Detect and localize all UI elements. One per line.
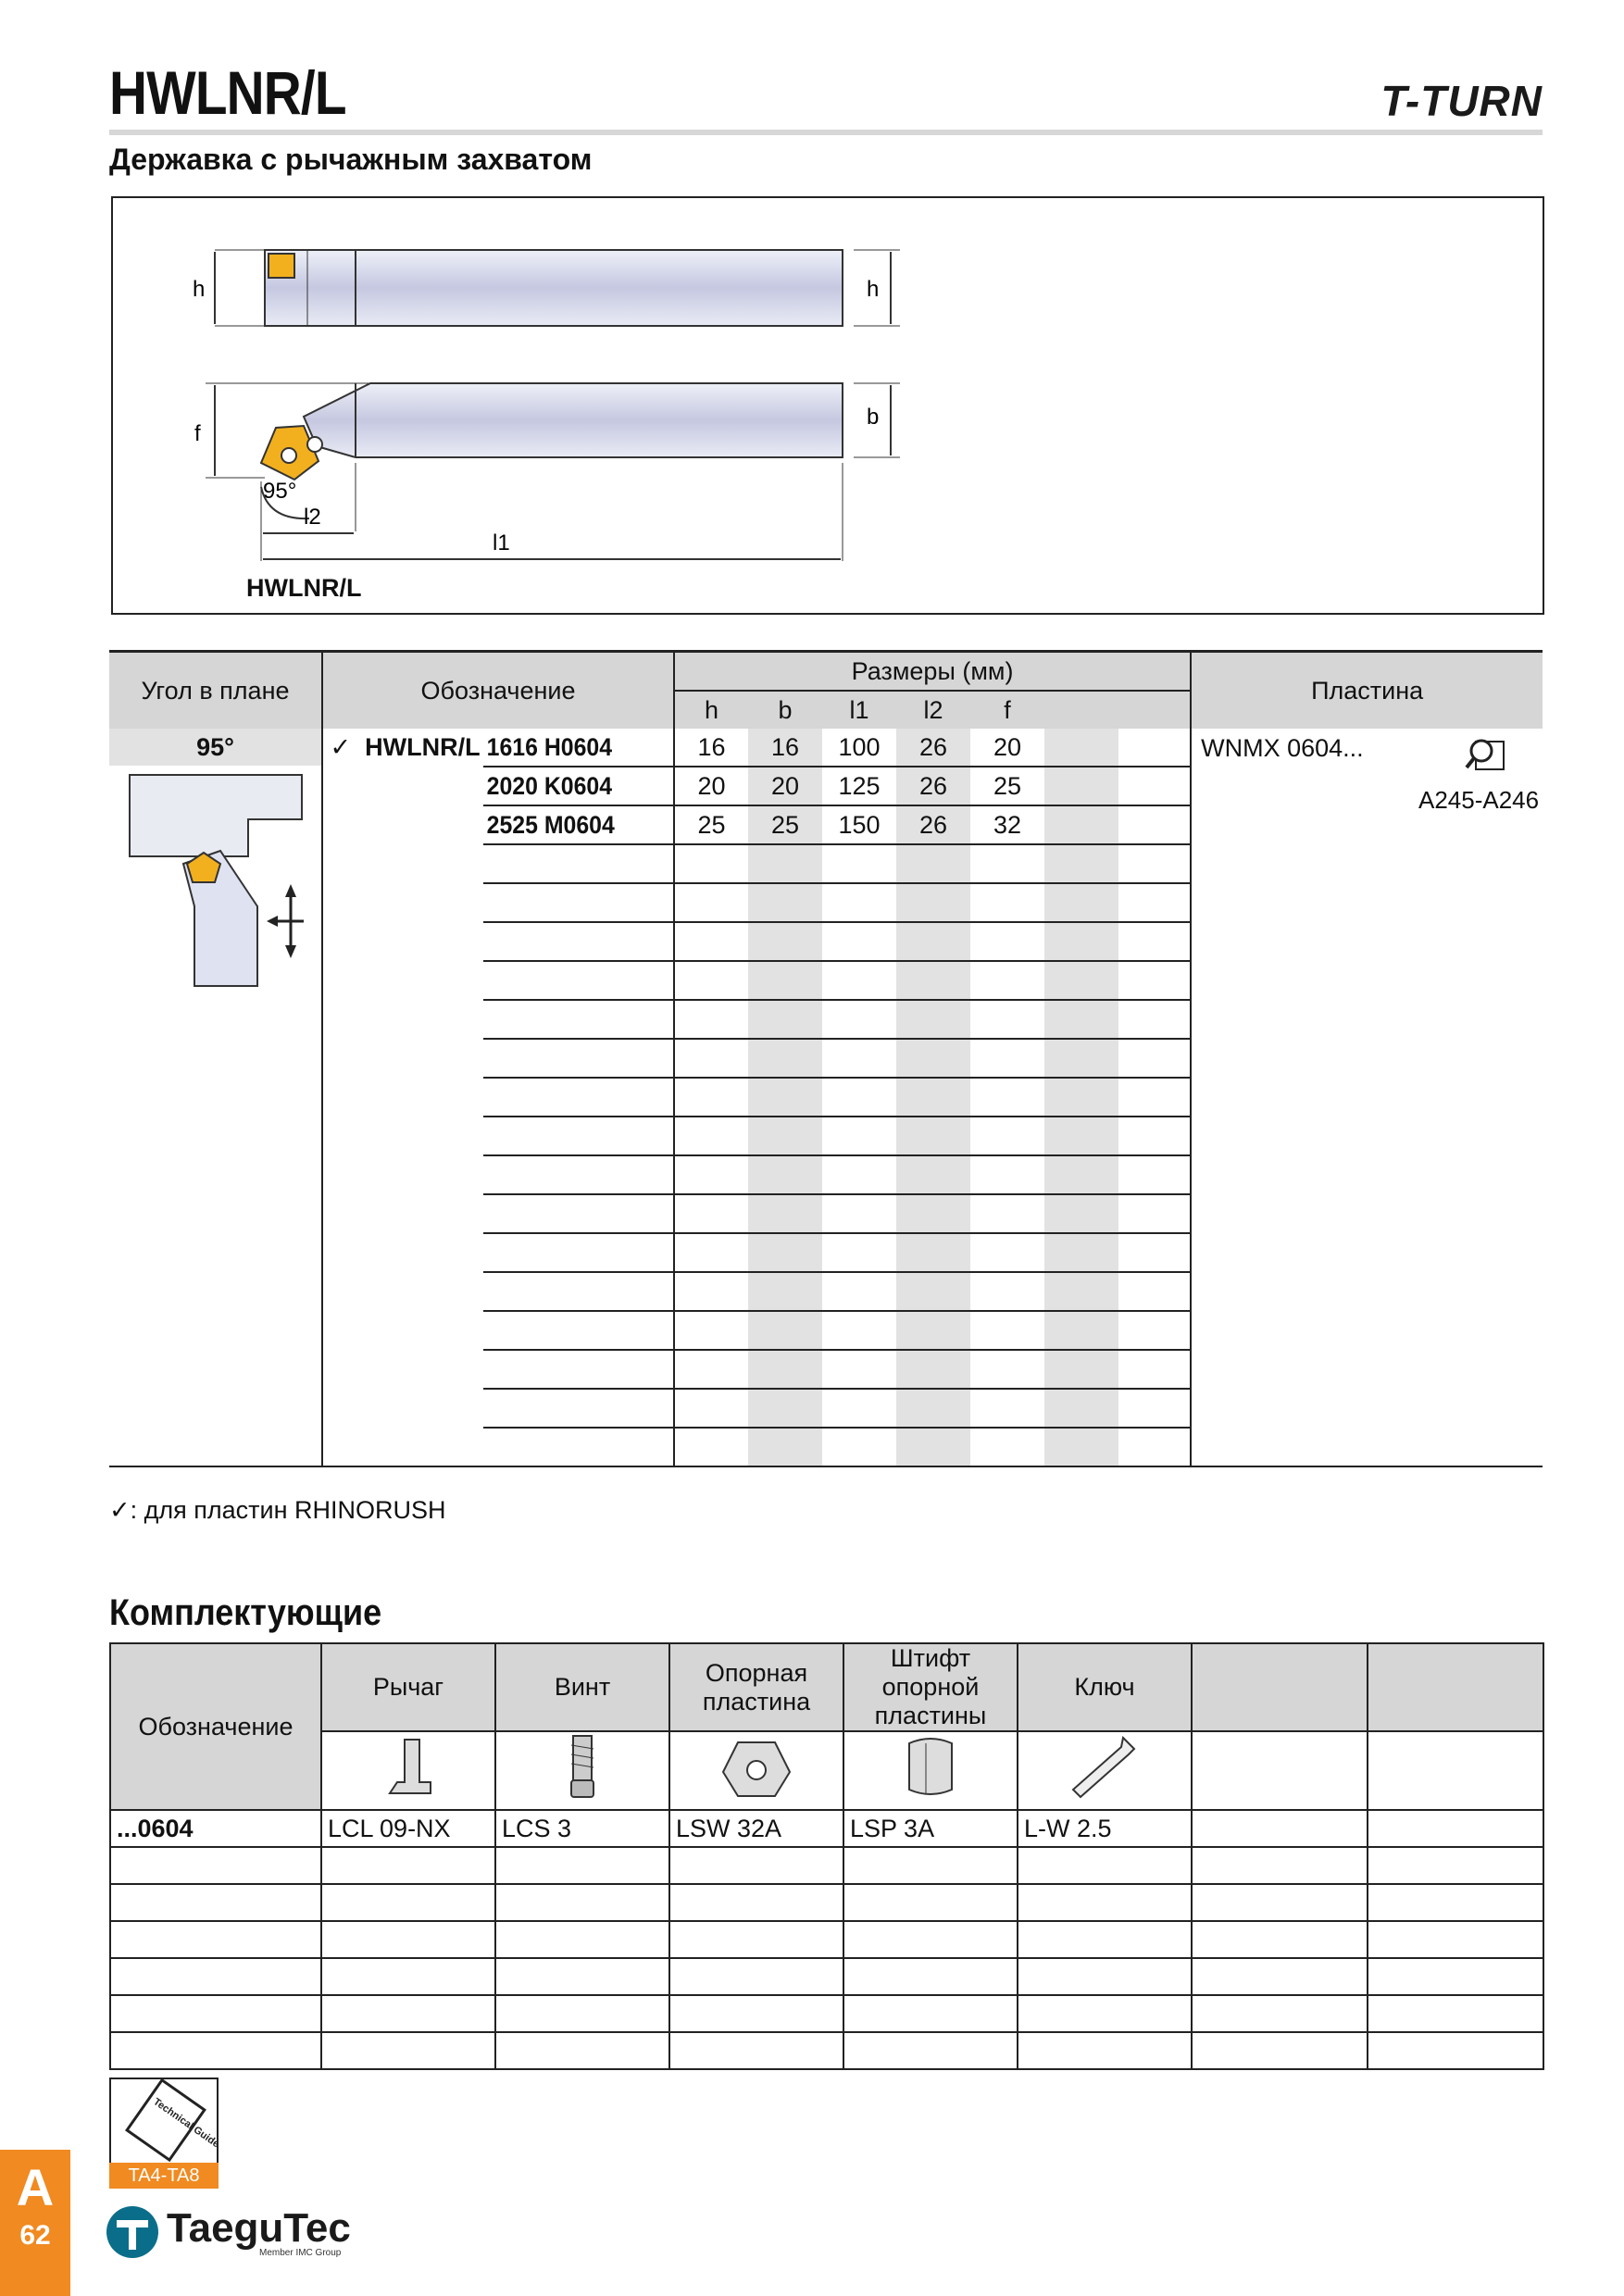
- screw-icon-cell: [495, 1731, 669, 1810]
- row-h: 16: [674, 729, 748, 767]
- insert-cell: [1191, 729, 1543, 1466]
- check-mark: ✓: [330, 733, 352, 761]
- dim-label-f: f: [194, 421, 201, 446]
- acc-screw-value: LCS 3: [495, 1810, 669, 1847]
- prefix-text: HWLNR/L: [365, 733, 481, 761]
- shim-pin-icon: [898, 1734, 963, 1801]
- technical-guide-link[interactable]: TA4-TA8: [109, 2163, 219, 2189]
- insert-code: WNMX 0604...: [1201, 734, 1364, 762]
- acc-col-designation: Обозначение: [110, 1643, 321, 1810]
- lever-icon: [381, 1734, 436, 1801]
- shim-icon: [719, 1735, 793, 1800]
- acc-header-screw: Винт: [495, 1643, 669, 1731]
- table-row: [109, 729, 1543, 767]
- shim-icon-cell: [669, 1731, 843, 1810]
- dim-label-h-right: h: [867, 277, 880, 302]
- acc-shim-value: LSW 32A: [669, 1810, 843, 1847]
- row-f: 32: [970, 805, 1044, 844]
- empty-row: [110, 1958, 1543, 1995]
- row-l2: 26: [896, 729, 970, 767]
- book-title-text: Technical Guide: [151, 2096, 217, 2151]
- tool-diagram: [113, 198, 1543, 613]
- dim-header-f: f: [970, 691, 1044, 729]
- acc-header-extra-1: [1192, 1643, 1368, 1731]
- dim-label-h-left: h: [193, 277, 206, 302]
- acc-header-shim-pin: Штифт опорной пластины: [843, 1643, 1018, 1731]
- row-code: 2525 M0604: [483, 805, 659, 844]
- acc-header-key: Ключ: [1018, 1643, 1192, 1731]
- col-angle-header: Угол в плане: [109, 652, 322, 730]
- lever-icon-cell: [321, 1731, 495, 1810]
- acc-header-extra-2: [1368, 1643, 1543, 1731]
- angle-illustration-cell: [109, 767, 322, 1466]
- col-designation-header: Обозначение: [322, 652, 674, 730]
- page-title: HWLNR/L: [109, 58, 346, 127]
- row-b: 16: [748, 729, 822, 767]
- row-f: 20: [970, 729, 1044, 767]
- brand-subtitle: Member IMC Group: [259, 2248, 342, 2258]
- header-rule: [109, 130, 1543, 135]
- col-insert-header: Пластина: [1191, 652, 1543, 730]
- hex-key-icon: [1068, 1732, 1142, 1803]
- insert-side-icon: [269, 254, 294, 278]
- accessories-table: [109, 1642, 1544, 2070]
- empty-row: [110, 1884, 1543, 1921]
- dim-header-l1: l1: [822, 691, 896, 729]
- holder-top-view: [304, 383, 843, 457]
- page-number: 62: [19, 2220, 51, 2251]
- dim-label-b: b: [867, 405, 880, 430]
- turning-operation-icon: [119, 767, 313, 999]
- page-subtitle: Державка с рычажным захватом: [109, 143, 593, 176]
- dim-label-l2: l2: [304, 505, 321, 530]
- diagram-caption: HWLNR/L: [246, 574, 362, 602]
- row-l1: 150: [822, 805, 896, 844]
- row-b: 20: [748, 767, 822, 805]
- empty-row: [110, 2032, 1543, 2069]
- shim-pin-icon-cell: [843, 1731, 1018, 1810]
- insert-reference-link[interactable]: A245-A246: [1418, 786, 1540, 814]
- acc-header-lever: Рычаг: [321, 1643, 495, 1731]
- acc-shim-pin-value: LSP 3A: [843, 1810, 1018, 1847]
- row-h: 20: [674, 767, 748, 805]
- key-icon-cell: [1018, 1731, 1192, 1810]
- empty-row: [110, 1995, 1543, 2032]
- book-icon: [111, 2079, 217, 2163]
- row-code: 2020 K0604: [483, 767, 659, 805]
- dim-header-l2: l2: [896, 691, 970, 729]
- tool-diagram-box: [111, 196, 1544, 615]
- table-row: [110, 1810, 1543, 1847]
- holder-table: [109, 650, 1543, 1467]
- acc-key-value: L-W 2.5: [1018, 1810, 1192, 1847]
- row-f: 25: [970, 767, 1044, 805]
- dim-label-angle: 95°: [263, 479, 297, 504]
- row-b: 25: [748, 805, 822, 844]
- acc-lever-value: LCL 09-NX: [321, 1810, 495, 1847]
- empty-row: [110, 1921, 1543, 1958]
- screw-icon: [564, 1732, 601, 1803]
- row-h: 25: [674, 805, 748, 844]
- designation-prefix: [322, 729, 483, 767]
- magnifier-book-icon: [1465, 734, 1507, 775]
- row-l2: 26: [896, 767, 970, 805]
- t-turn-logo: [1380, 76, 1543, 126]
- dim-header-b: b: [748, 691, 822, 729]
- section-letter: A: [16, 2158, 55, 2216]
- angle-value: 95°: [109, 729, 322, 767]
- taegutec-logo-icon: [104, 2203, 161, 2261]
- row-l1: 100: [822, 729, 896, 767]
- empty-row: [110, 1847, 1543, 1884]
- brand-text: T-TURN: [1380, 77, 1543, 125]
- dim-header-h: h: [674, 691, 748, 729]
- acc-row-code: ...0604: [110, 1810, 321, 1847]
- col-dimensions-header: Размеры (мм): [674, 652, 1191, 692]
- acc-header-shim: Опорная пластина: [669, 1643, 843, 1731]
- section-tab: [0, 2150, 70, 2296]
- accessories-title: Комплектующие: [109, 1592, 382, 1633]
- dim-label-l1: l1: [493, 530, 510, 555]
- row-l2: 26: [896, 805, 970, 844]
- footnote: ✓: для пластин RHINORUSH: [109, 1496, 446, 1524]
- holder-side-view: [265, 250, 843, 326]
- brand-name: TaeguTec: [167, 2205, 351, 2251]
- row-l1: 125: [822, 767, 896, 805]
- row-code: 1616 H0604: [483, 729, 659, 767]
